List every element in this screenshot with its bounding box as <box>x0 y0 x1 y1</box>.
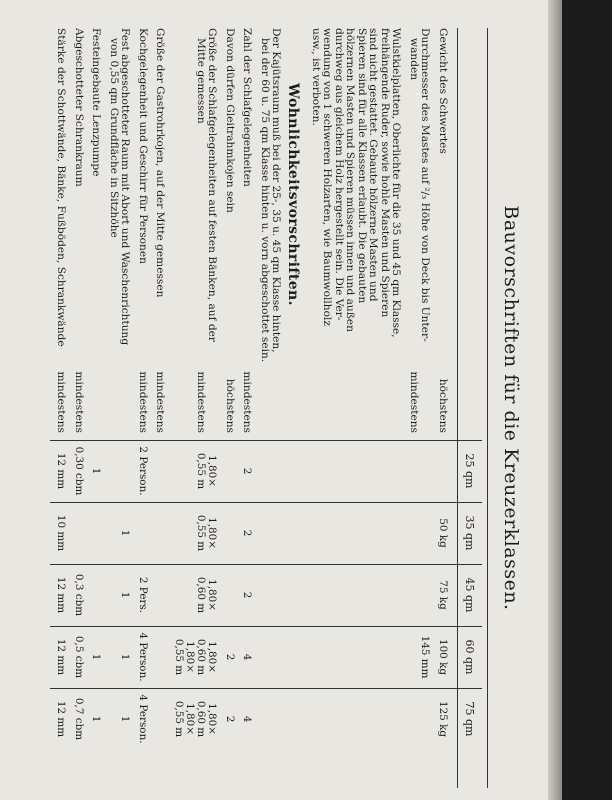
table-row-label: Größe der Schlafgelegenheiten auf festen Bänken, auf der Mitte gemessen mindestens <box>195 28 219 433</box>
table-cell: 1,80× 0,60 m <box>195 576 219 614</box>
table-row-label: Der Kajütsraum muß bei der 25-, 35 u. 45 qm Klasse hinten, bei der 60 u. 75 qm Klasse hinten u. vorn abgeschottet sein. <box>259 28 283 363</box>
table-cell: 12 mm <box>55 576 68 614</box>
table-row-label: Fest abgeschotteter Raum mit Abort und Waschenrichtung von 0,55 qm Grundfläche in Sitzhöhe <box>108 28 132 346</box>
table-cell: 0,3 cbm <box>73 573 85 617</box>
qualifier: mindestens <box>137 371 149 433</box>
table-cell: 2 <box>224 653 236 661</box>
page-title: Bauvorschriften für die Kreuzerklassen. <box>500 205 522 611</box>
table-header-rule <box>457 28 458 788</box>
table-cell: 0,7 cbm <box>73 697 85 741</box>
qualifier: mindestens <box>154 371 167 433</box>
table-cell: 2 <box>224 715 236 723</box>
column-divider <box>50 626 482 627</box>
table-cell: 4 <box>241 653 254 661</box>
section-heading: Wohnlichkeitsvorschriften. <box>285 83 302 306</box>
table-top-rule <box>487 28 488 788</box>
column-divider <box>50 688 482 689</box>
column-header: 35 qm <box>463 515 476 551</box>
table-cell: 1 <box>119 591 132 599</box>
table-cell: 2 <box>241 529 254 537</box>
table-cell: 100 kg <box>437 638 449 676</box>
table-cell: 10 mm <box>55 514 68 552</box>
table-cell: 4 <box>241 715 254 723</box>
rotated-table <box>42 28 522 788</box>
qualifier: höchstens <box>224 378 236 433</box>
table-cell: 145 mm <box>419 635 432 679</box>
column-header: 25 qm <box>463 453 476 489</box>
table-row-label: Stärke der Schottwände, Bänke, Fußböden, Schrankwände mindestens <box>55 28 68 433</box>
table-cell: 125 kg <box>437 700 449 738</box>
table-cell: 2 <box>241 467 254 475</box>
table-cell: 12 mm <box>55 700 68 738</box>
qualifier: mindestens <box>408 371 420 433</box>
column-header: 45 qm <box>463 577 476 613</box>
table-cell: 12 mm <box>55 452 68 490</box>
column-divider <box>50 440 482 441</box>
page-edge <box>548 0 562 800</box>
column-header: 75 qm <box>463 701 476 737</box>
table-cell: 2 Person. <box>137 446 149 496</box>
table-row-label: Davon dürfen Gleitrahmkojen sein höchstens <box>224 28 236 433</box>
table-row-label: Abgeschotteter Schrankraum mindestens <box>73 28 85 433</box>
table-row-label: Kochgelegenheit und Geschirr für Personen mindestens <box>137 28 149 433</box>
table-cell: 1 <box>119 715 132 723</box>
table-row-label: Festeingebaute Lenzpumpe <box>90 28 103 177</box>
table-cell: 50 kg <box>437 518 449 548</box>
table-cell: 4 Person. <box>137 632 149 682</box>
table-cell: 1,80× 0,55 m <box>195 452 219 490</box>
table-cell: 1,80× 0,55 m <box>195 514 219 552</box>
table-cell: 2 Pers. <box>137 576 149 614</box>
table-row-label: Größe der Gastrohrkojen, auf der Mitte gemessen mindestens <box>154 28 167 433</box>
table-row-label: Zahl der Schlafgelegenheiten mindestens <box>241 28 254 433</box>
qualifier: höchstens <box>437 378 449 433</box>
table-cell: 1 <box>119 653 132 661</box>
table-cell: 1 <box>119 529 132 537</box>
table-row-label: Gewicht des Schwertes höchstens <box>437 28 449 433</box>
column-divider <box>50 564 482 565</box>
table-cell: 1,80× 0,60 m 1,80× 0,55 m <box>173 638 219 676</box>
qualifier: mindestens <box>241 371 254 433</box>
table-row-label: Durchmesser des Mastes auf ²/₃ Höhe von Deck bis Unter- wanden mindestens <box>408 28 432 433</box>
table-cell: 0,5 cbm <box>73 635 85 679</box>
column-header: 60 qm <box>463 639 476 675</box>
table-row-label: Wulstkielplatten, Oberlichte für die 35 und 45 qm Klasse, freihängende Ruder, sowie hohle Masten und Spieren sind nicht gestattet. Gebaute hölzerne Masten und Spieren sind für alle Klassen erlaubt. Die gebauten hölzernen Masten und Spieren müssen innen und außen durchweg aus gleichem Holz hergestellt sein. Die Ver- wendung von 1 schweren Holzarten, wie Baumwollholz usw., ist verboten. <box>310 28 403 338</box>
qualifier: mindestens <box>195 371 207 433</box>
table-cell: 1,80× 0,60 m 1,80× 0,55 m <box>173 700 219 738</box>
book-binding <box>562 0 612 800</box>
table-cell: 4 Person. <box>137 694 149 744</box>
table-cell: 0,30 cbm <box>73 446 85 496</box>
qualifier: mindestens <box>55 371 68 433</box>
table-cell: 75 kg <box>437 580 449 610</box>
qualifier: mindestens <box>73 371 85 433</box>
table-cell: 1 <box>90 715 103 723</box>
table-cell: 1 <box>90 467 103 475</box>
column-divider <box>50 502 482 503</box>
table-cell: 12 mm <box>55 638 68 676</box>
table-cell: 1 <box>90 653 103 661</box>
table-cell: 2 <box>241 591 254 599</box>
